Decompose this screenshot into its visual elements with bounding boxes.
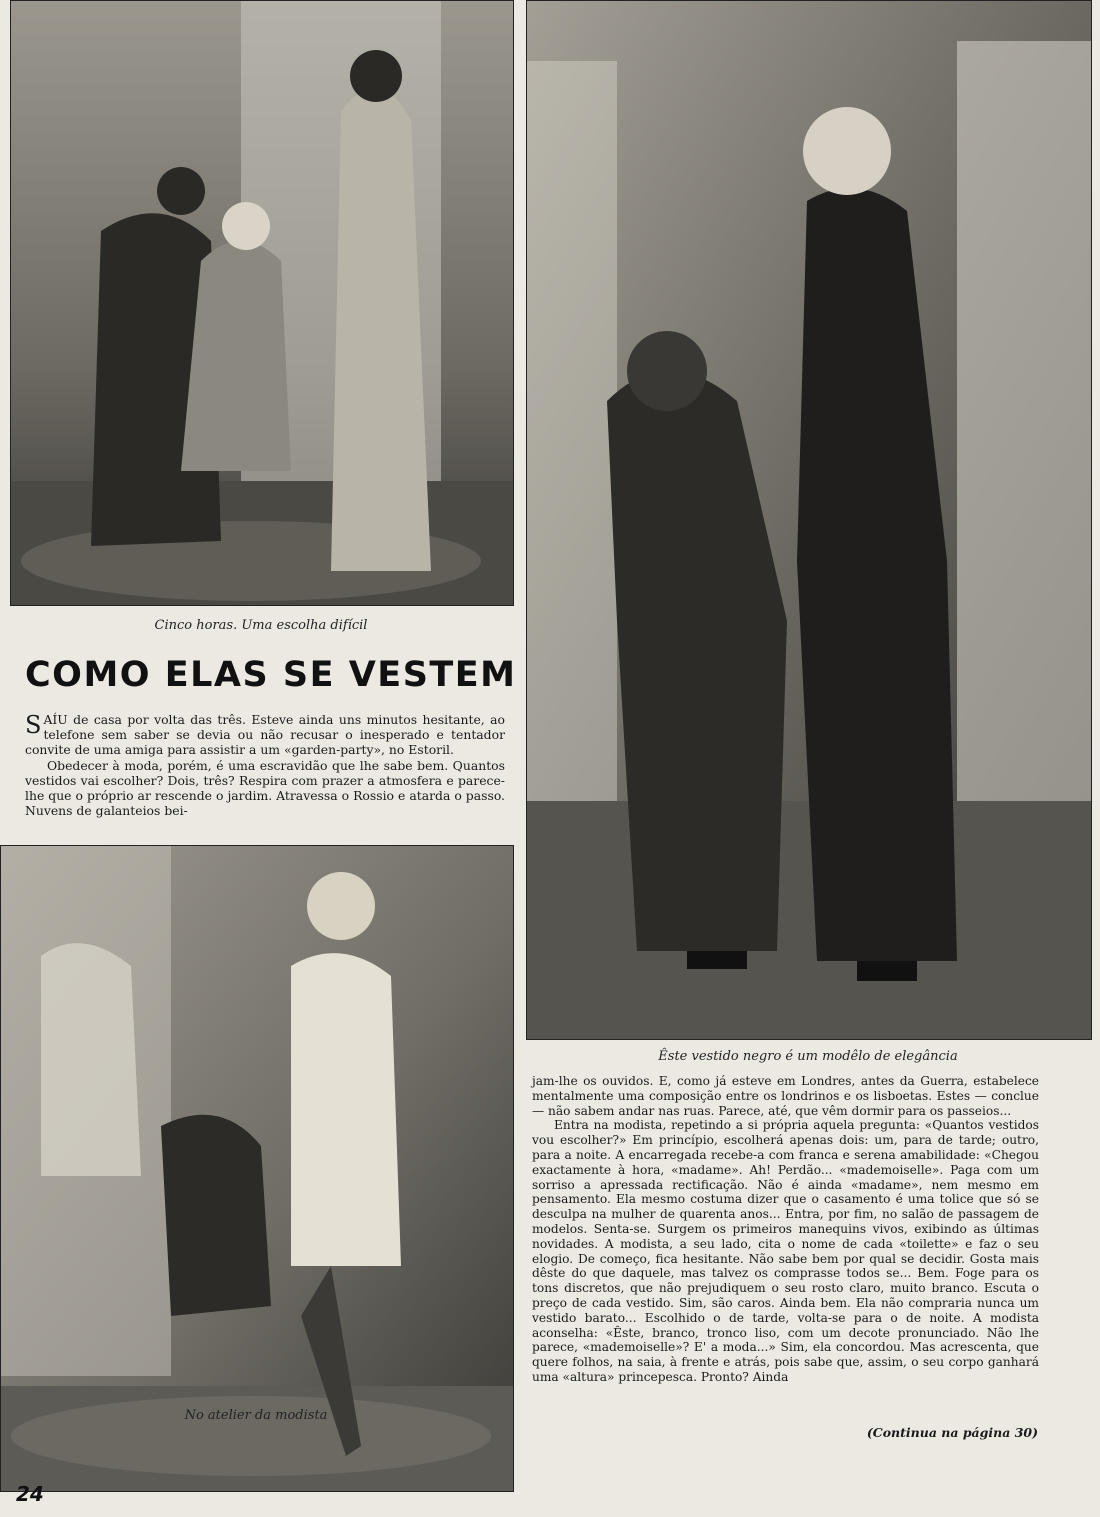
photo-black-dress-fitting <box>526 0 1092 1040</box>
article-intro <box>25 712 505 818</box>
photo-atelier <box>0 845 514 1492</box>
photo-salon-choice <box>10 0 514 606</box>
photo-black-dress-fitting-caption: Êste vestido negro é um modêlo de elegância <box>658 1049 958 1064</box>
article-intro-paragraph-1 <box>25 712 505 758</box>
article-cont-paragraph-1: jam-lhe os ouvidos. E, como já esteve em Londres, antes da Guerra, estabelece mentalmente uma composição entre os londrinos e os lisboetas. Estes — conclue — não sabem andar nas ruas. Parece, até, que vêm dormir para os passeios... <box>532 1074 1039 1118</box>
article-continuation <box>532 1074 1039 1385</box>
page-number: 24 <box>16 1482 44 1506</box>
article-headline: COMO ELAS SE VESTEM <box>25 655 517 695</box>
article-continued-note: (Continua na página 30) <box>866 1425 1038 1440</box>
article-intro-paragraph-2: Obedecer à moda, porém, é uma escravidão que lhe sabe bem. Quantos vestidos vai escolher? Dois, três? Respira com prazer a atmosfera e parece-lhe que o próprio ar rescende o jardim. Atravessa o Rossio e atarda o passo. Nuvens de galanteios bei- <box>25 757 505 819</box>
photo-salon-choice-caption: Cinco horas. Uma escolha difícil <box>154 618 368 633</box>
photo-atelier-caption: No atelier da modista <box>184 1408 328 1423</box>
article-cont-paragraph-2: Entra na modista, repetindo a si própria aquela pregunta: «Quantos vestidos vou escolher?» Em princípio, escolherá apenas dois: um, para de tarde; outro, para a noite. A encarregada recebe-a com franca e serena amabilidade: «Chegou exactamente à hora, «madame». Ah! Perdão... «mademoiselle». Paga com um sorriso a apressada rectificação. Não é ainda «madame», nem mesmo em pensamento. Ela mesmo costuma dizer que o casamento é uma tolice que só se desculpa na mulher de quarenta anos... Entra, por fim, no salão de passagem de modelos. Senta-se. Surgem os primeiros manequins vivos, exibindo as últimas novidades. A modista, a seu lado, cita o nome de cada «toilette» e faz o seu elogio. De começo, fica hesitante. Não sabe bem por qual se decidir. Gosta mais dêste do que daquele, mas talvez os comprasse todos se... Bem. Foge para os tons discretos, que não prejudiquem o seu rosto claro, muito branco. Escuta o preço de cada vestido. Sim, são caros. Ainda bem. Ela não compraria nunca um vestido barato... Escolhido o de tarde, volta-se para o de noite. A modista aconselha: «Êste, branco, tronco liso, com um decote pronunciado. Não lhe parece, «mademoiselle»? E' a moda...» Sim, ela concordou. Mas acrescenta, que quere folhos, na saia, à frente e atrás, pois sabe que, assim, o seu corpo ganhará uma «altura» princepesca. Pronto? Ainda <box>532 1118 1039 1384</box>
article-intro-p1-text: AÍU de casa por volta das três. Esteve ainda uns minutos hesitante, ao telefone sem saber se devia ou não recusar o inesperado e tentador convite de uma amiga para assistir a um «garden-party», no Estoril. <box>25 712 505 758</box>
photo-black-dress-fitting-image <box>527 1 1091 1039</box>
photo-atelier-image <box>1 846 513 1491</box>
photo-salon-choice-image <box>11 1 513 605</box>
article-dropcap: S <box>25 711 42 739</box>
